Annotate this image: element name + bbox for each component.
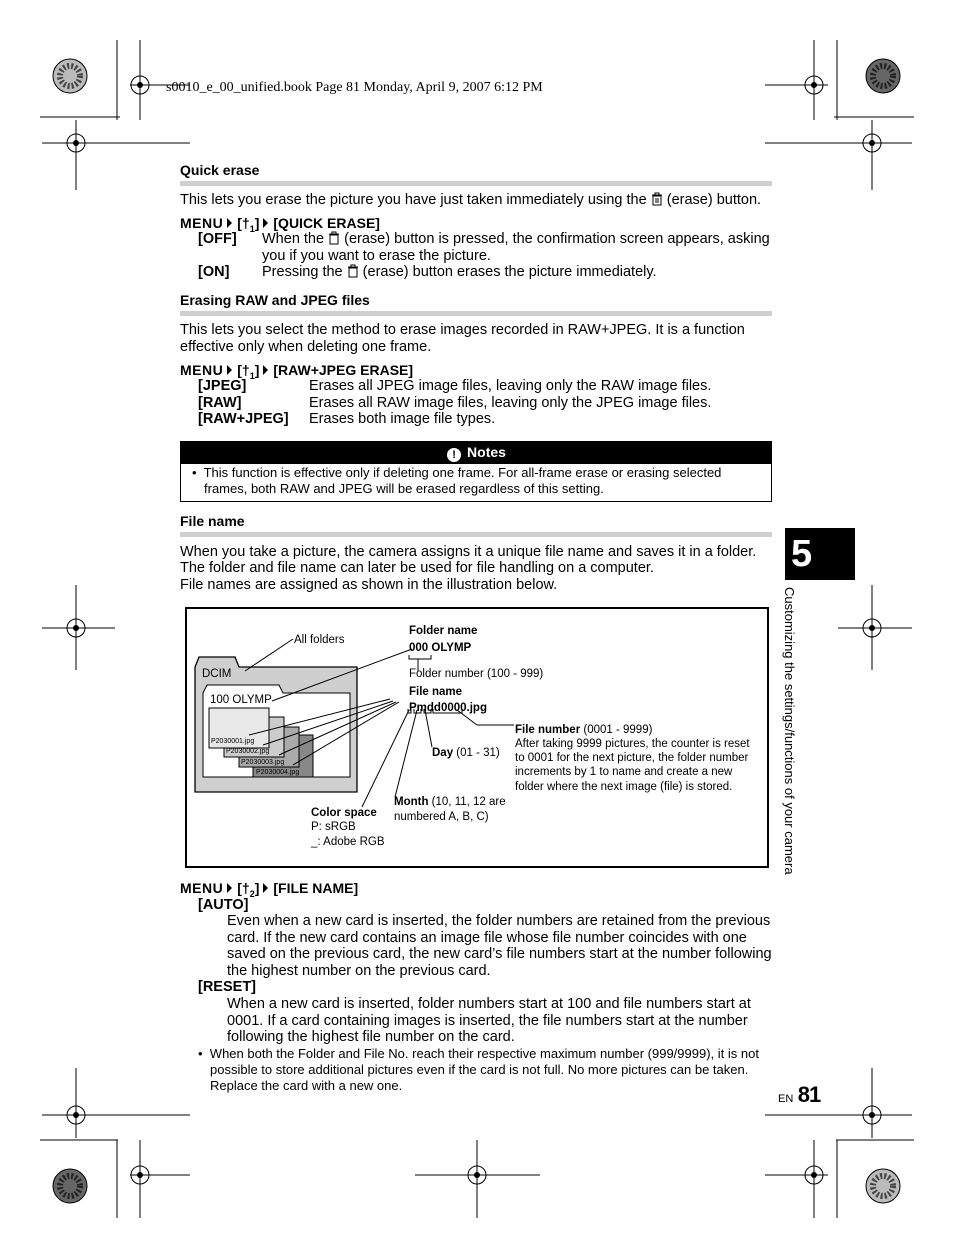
file-name-intro-3: File names are assigned as shown in the illustration below. [180,577,558,593]
menu-tab-sub: 1 [249,370,255,381]
menu-tab-open: [ [237,880,242,896]
label-file-name-example: Pmdd0000.jpg [409,702,487,714]
menu-tab-close: ] [254,215,260,231]
menu-tab-close: ] [254,880,260,896]
file-label: P2030001.jpg [211,738,255,745]
label-folder-number: Folder number (100 - 999) [409,668,544,680]
label-folder-name-example: 000 OLYMP [409,642,472,654]
file-number-desc-4: folder where the next image (file) is stored. [515,781,733,793]
arrow-right-icon [263,883,268,893]
chapter-tab: 5 [785,528,855,580]
intro-text: (erase) button. [666,192,762,208]
menu-item: [FILE NAME] [273,880,359,896]
bullet: • [198,1046,203,1061]
option-key-raw: [RAW] [198,395,242,411]
label-file-number-range: (0001 - 9999) [580,724,653,736]
reset-line: following the highest file number on the card. [227,1029,515,1045]
auto-line: Even when a new card is inserted, the folder numbers are retained from the previous [227,913,771,929]
option-desc-raw: Erases all RAW image files, leaving only the JPEG image files. [309,395,712,411]
menu-label: MENU [180,215,224,231]
file-name-intro-1: When you take a picture, the camera assigns it a unique file name and saves it in a folder. [180,544,757,560]
auto-line: saved on the previous card, the new card’s file numbers start at the number following [227,946,772,962]
arrow-right-icon [227,883,232,893]
label-month [394,795,506,809]
arrow-right-icon [227,365,232,375]
option-text: (erase) button is pressed, the confirmation screen appears, asking [344,231,770,247]
notes-text [192,465,762,497]
label-folder: 100 OLYMP [210,694,272,706]
notes-header [181,441,772,464]
page-number [778,1082,820,1108]
arrow-right-icon [227,218,232,228]
chapter-side-title: Customizing the settings/functions of your camera [782,587,797,875]
auto-line: card. If the new card contains an image file whose file number coincides with one [227,929,747,946]
menu-item: [QUICK ERASE] [273,215,380,231]
option-desc-reset [227,996,772,1046]
menu-path-file-name [180,880,358,899]
section-rule [180,532,772,537]
label-dcim: DCIM [202,668,232,680]
option-desc-off [262,231,772,248]
option-text: Pressing the [262,264,343,280]
setup-tab-icon: † [241,880,250,896]
label-day-range: (01 - 31) [453,747,500,759]
menu-label: MENU [180,362,224,378]
label-color-space: Color space [311,807,377,819]
warning-icon: ! [447,448,461,462]
label-file-number [515,723,652,737]
auto-line: the highest number on the previous card. [227,962,491,979]
note-line-text: When both the Folder and File No. reach their respective maximum number (999/9999), it is not [209,1046,759,1061]
label-day-title: Day [432,747,454,759]
menu-label: MENU [180,880,224,896]
raw-jpeg-intro-1: This lets you select the method to erase images recorded in RAW+JPEG. It is a function [180,322,745,338]
raw-jpeg-intro-2: effective only when deleting one frame. [180,339,432,355]
label-month-desc: (10, 11, 12 are [428,796,506,808]
page-lang: EN [778,1093,794,1105]
label-file-name: File name [409,686,463,698]
playback-tab-icon: † [241,215,250,231]
file-label: P2030004.jpg [256,769,300,776]
notes-title: Notes [467,444,506,460]
label-day [432,746,500,760]
label-folder-name: Folder name [409,625,478,637]
option-key-raw-jpeg: [RAW+JPEG] [198,411,289,427]
playback-tab-icon: † [241,362,250,378]
menu-tab-sub: 2 [249,888,255,899]
menu-tab-close: ] [254,362,260,378]
notes-line [192,465,762,481]
menu-tab-sub: 1 [249,223,255,234]
option-desc-jpeg: Erases all JPEG image files, leaving only the RAW image files. [309,378,712,394]
section-title-raw-jpeg: Erasing RAW and JPEG files [180,292,370,308]
notes-line: frames, both RAW and JPEG will be erased regardless of this setting. [204,481,604,496]
label-all-folders: All folders [294,634,345,646]
file-label: P2030003.jpg [241,759,285,766]
option-desc-on [262,264,657,281]
note-line [198,1046,773,1062]
section-rule [180,181,772,186]
label-color-space-p: P: sRGB [311,821,356,833]
file-name-diagram [185,607,769,868]
book-header: s0010_e_00_unified.book Page 81 Monday, April 9, 2007 6:12 PM [166,80,543,95]
trash-icon [347,264,359,278]
arrow-right-icon [263,218,268,228]
trash-icon [651,192,663,206]
option-key-auto: [AUTO] [198,897,249,913]
option-text: When the [262,231,325,247]
note-line: Replace the card with a new one. [210,1078,403,1093]
option-desc-off-2: you if you want to erase the picture. [262,248,491,264]
option-desc-raw-jpeg: Erases both image file types. [309,411,496,427]
page-num: 81 [797,1082,821,1107]
section-title-quick-erase: Quick erase [180,162,260,178]
menu-tab-open: [ [237,215,242,231]
option-key-off: [OFF] [198,231,237,247]
file-name-note [198,1046,773,1094]
bullet: • [192,465,197,480]
quick-erase-intro [180,192,761,209]
label-month-2: numbered A, B, C) [394,811,489,823]
reset-line: When a new card is inserted, folder numbers start at 100 and file numbers start at [227,996,751,1012]
option-text: (erase) button erases the picture immediately. [362,264,657,280]
notes-line-text: This function is effective only if deleting one frame. For all-frame erase or erasing selected [203,465,722,480]
file-number-desc-3: increments by 1 to name and create a new [515,766,733,778]
menu-item: [RAW+JPEG ERASE] [273,362,414,378]
intro-text: This lets you erase the picture you have just taken immediately using the [180,192,647,208]
option-key-reset: [RESET] [198,979,256,995]
trash-icon [328,231,340,245]
file-number-desc-1: After taking 9999 pictures, the counter is reset [515,738,750,750]
label-color-space-u: _: Adobe RGB [311,836,385,848]
option-desc-auto [227,913,772,979]
arrow-right-icon [263,365,268,375]
option-key-on: [ON] [198,264,230,280]
section-title-file-name: File name [180,513,245,529]
label-month-title: Month [394,796,429,808]
note-line: possible to store additional pictures even if the card is not full. No more pictures can be taken. [210,1062,749,1077]
file-name-intro-2: The folder and file name can later be used for file handling on a computer. [180,560,654,576]
section-rule [180,311,772,316]
menu-tab-open: [ [237,362,242,378]
file-number-desc-2: to 0001 for the next picture, the folder number [515,752,749,764]
label-file-number-title: File number [515,724,581,736]
reset-line: 0001. If a card containing images is inserted, the file numbers start at the number [227,1012,748,1029]
option-key-jpeg: [JPEG] [198,378,247,394]
file-label: P2030002.jpg [226,748,270,755]
